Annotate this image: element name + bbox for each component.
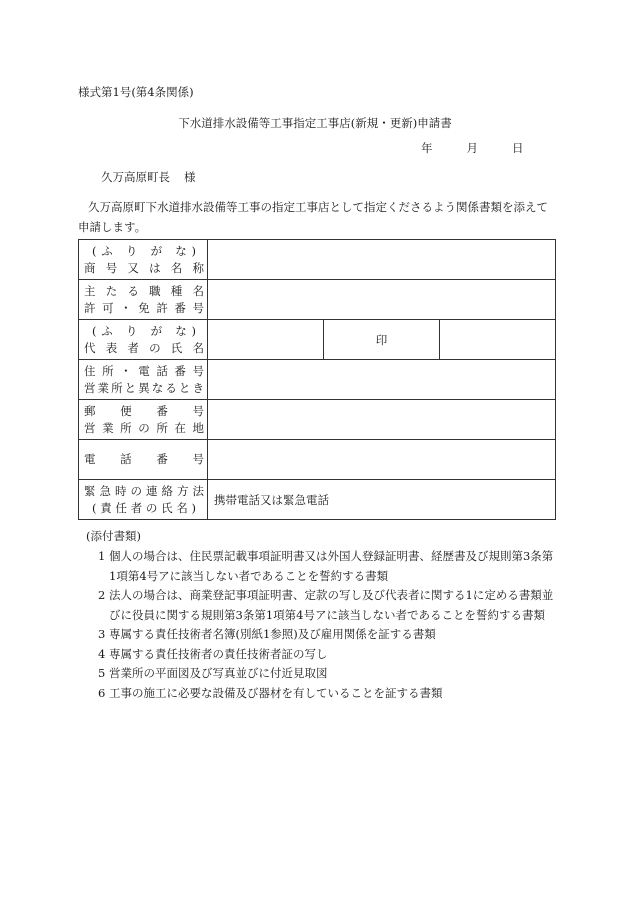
emergency-contact-field[interactable]: 携帯電話又は緊急電話 <box>208 480 556 520</box>
list-item <box>78 547 556 586</box>
label-line-2: 許可・免許番号 <box>84 300 204 315</box>
label-line-1: 緊急時の連絡方法 <box>84 483 204 498</box>
table-row-trade-license <box>79 280 556 320</box>
addressee <box>101 169 196 185</box>
date-day-label: 日 <box>512 141 524 155</box>
item-text: 営業所の平面図及び写真並びに付近見取図 <box>109 666 328 680</box>
list-item <box>78 586 556 625</box>
trade-license-field[interactable] <box>208 280 556 320</box>
list-item <box>78 664 556 684</box>
item-text: 専属する責任技術者の責任技術者証の写し <box>109 646 328 661</box>
business-name-field[interactable] <box>208 240 556 280</box>
label-line-1: 主たる職種名 <box>84 283 204 298</box>
item-number: 4 <box>98 646 106 661</box>
table-row-office-location <box>79 400 556 440</box>
table-row-phone <box>79 440 556 480</box>
item-text: 法人の場合は、商業登記事項証明書、定款の写し及び代表者に関する1に定める書類並びに役員に関する規則第3条第1項第4号アに該当しない者であることを誓約する書類 <box>109 588 554 622</box>
table-row-representative <box>79 320 556 360</box>
item-number: 5 <box>98 666 106 680</box>
intro-paragraph: 久万高原町下水道排水設備等工事の指定工事店として指定くださるよう関係書類を添えて申請します。 <box>78 200 548 234</box>
row-label <box>79 360 208 400</box>
table-row-business-name <box>79 240 556 280</box>
document-title: 下水道排水設備等工事指定工事店(新規・更新)申請書 <box>178 116 452 130</box>
row-label <box>79 400 208 440</box>
label-line-1: (ふ り が な) <box>92 243 196 258</box>
date-month-label: 月 <box>466 141 478 155</box>
form-number: 様式第1号(第4条関係) <box>78 85 194 99</box>
row-label <box>79 320 208 360</box>
application-form-table <box>78 239 556 520</box>
phone-field[interactable] <box>208 440 556 480</box>
label-line-2: (責任者の氏名) <box>92 500 196 515</box>
label-line-1: (ふ り が な) <box>92 323 196 338</box>
label-line-2: 営業所の所在地 <box>84 420 204 435</box>
label-line-2: 商 号 又 は 名 称 <box>84 260 204 275</box>
attachments-list <box>78 547 556 703</box>
representative-name-field[interactable] <box>208 320 324 360</box>
list-item <box>78 625 556 645</box>
item-text: 個人の場合は、住民票記載事項証明書又は外国人登録証明書、経歴書及び規則第3条第1項第4号アに該当しない者であることを誓約する書類 <box>109 549 554 583</box>
label-line-1: 電 話 番 号 <box>84 452 204 466</box>
addressee-name: 久万高原町長 <box>101 170 170 184</box>
label-line-2: 営業所と異なるとき <box>84 380 204 395</box>
seal-area[interactable] <box>440 320 556 360</box>
label-line-1: 郵 便 番 号 <box>84 403 204 418</box>
attachments-heading: (添付書類) <box>86 529 141 543</box>
row-label <box>79 480 208 520</box>
list-item <box>78 684 556 704</box>
date-line <box>421 140 524 156</box>
list-item <box>78 645 556 665</box>
table-row-address-phone <box>79 360 556 400</box>
item-number: 3 <box>98 627 106 641</box>
item-number: 6 <box>98 685 106 700</box>
item-text: 工事の施工に必要な設備及び器材を有していることを証する書類 <box>109 685 443 700</box>
item-number: 2 <box>98 588 106 602</box>
item-number: 1 <box>98 549 106 563</box>
office-location-field[interactable] <box>208 400 556 440</box>
seal-mark: 印 <box>324 320 440 360</box>
row-label <box>79 280 208 320</box>
addressee-honorific: 様 <box>184 170 196 184</box>
label-line-1: 住所・電話番号 <box>84 363 204 378</box>
address-phone-field[interactable] <box>208 360 556 400</box>
row-label <box>79 240 208 280</box>
table-row-emergency-contact <box>79 480 556 520</box>
date-year-label: 年 <box>421 141 433 155</box>
label-line-2: 代 表 者 の 氏 名 <box>84 340 204 355</box>
row-label <box>79 440 208 480</box>
item-text: 専属する責任技術者名簿(別紙1参照)及び雇用関係を証する書類 <box>109 627 436 641</box>
